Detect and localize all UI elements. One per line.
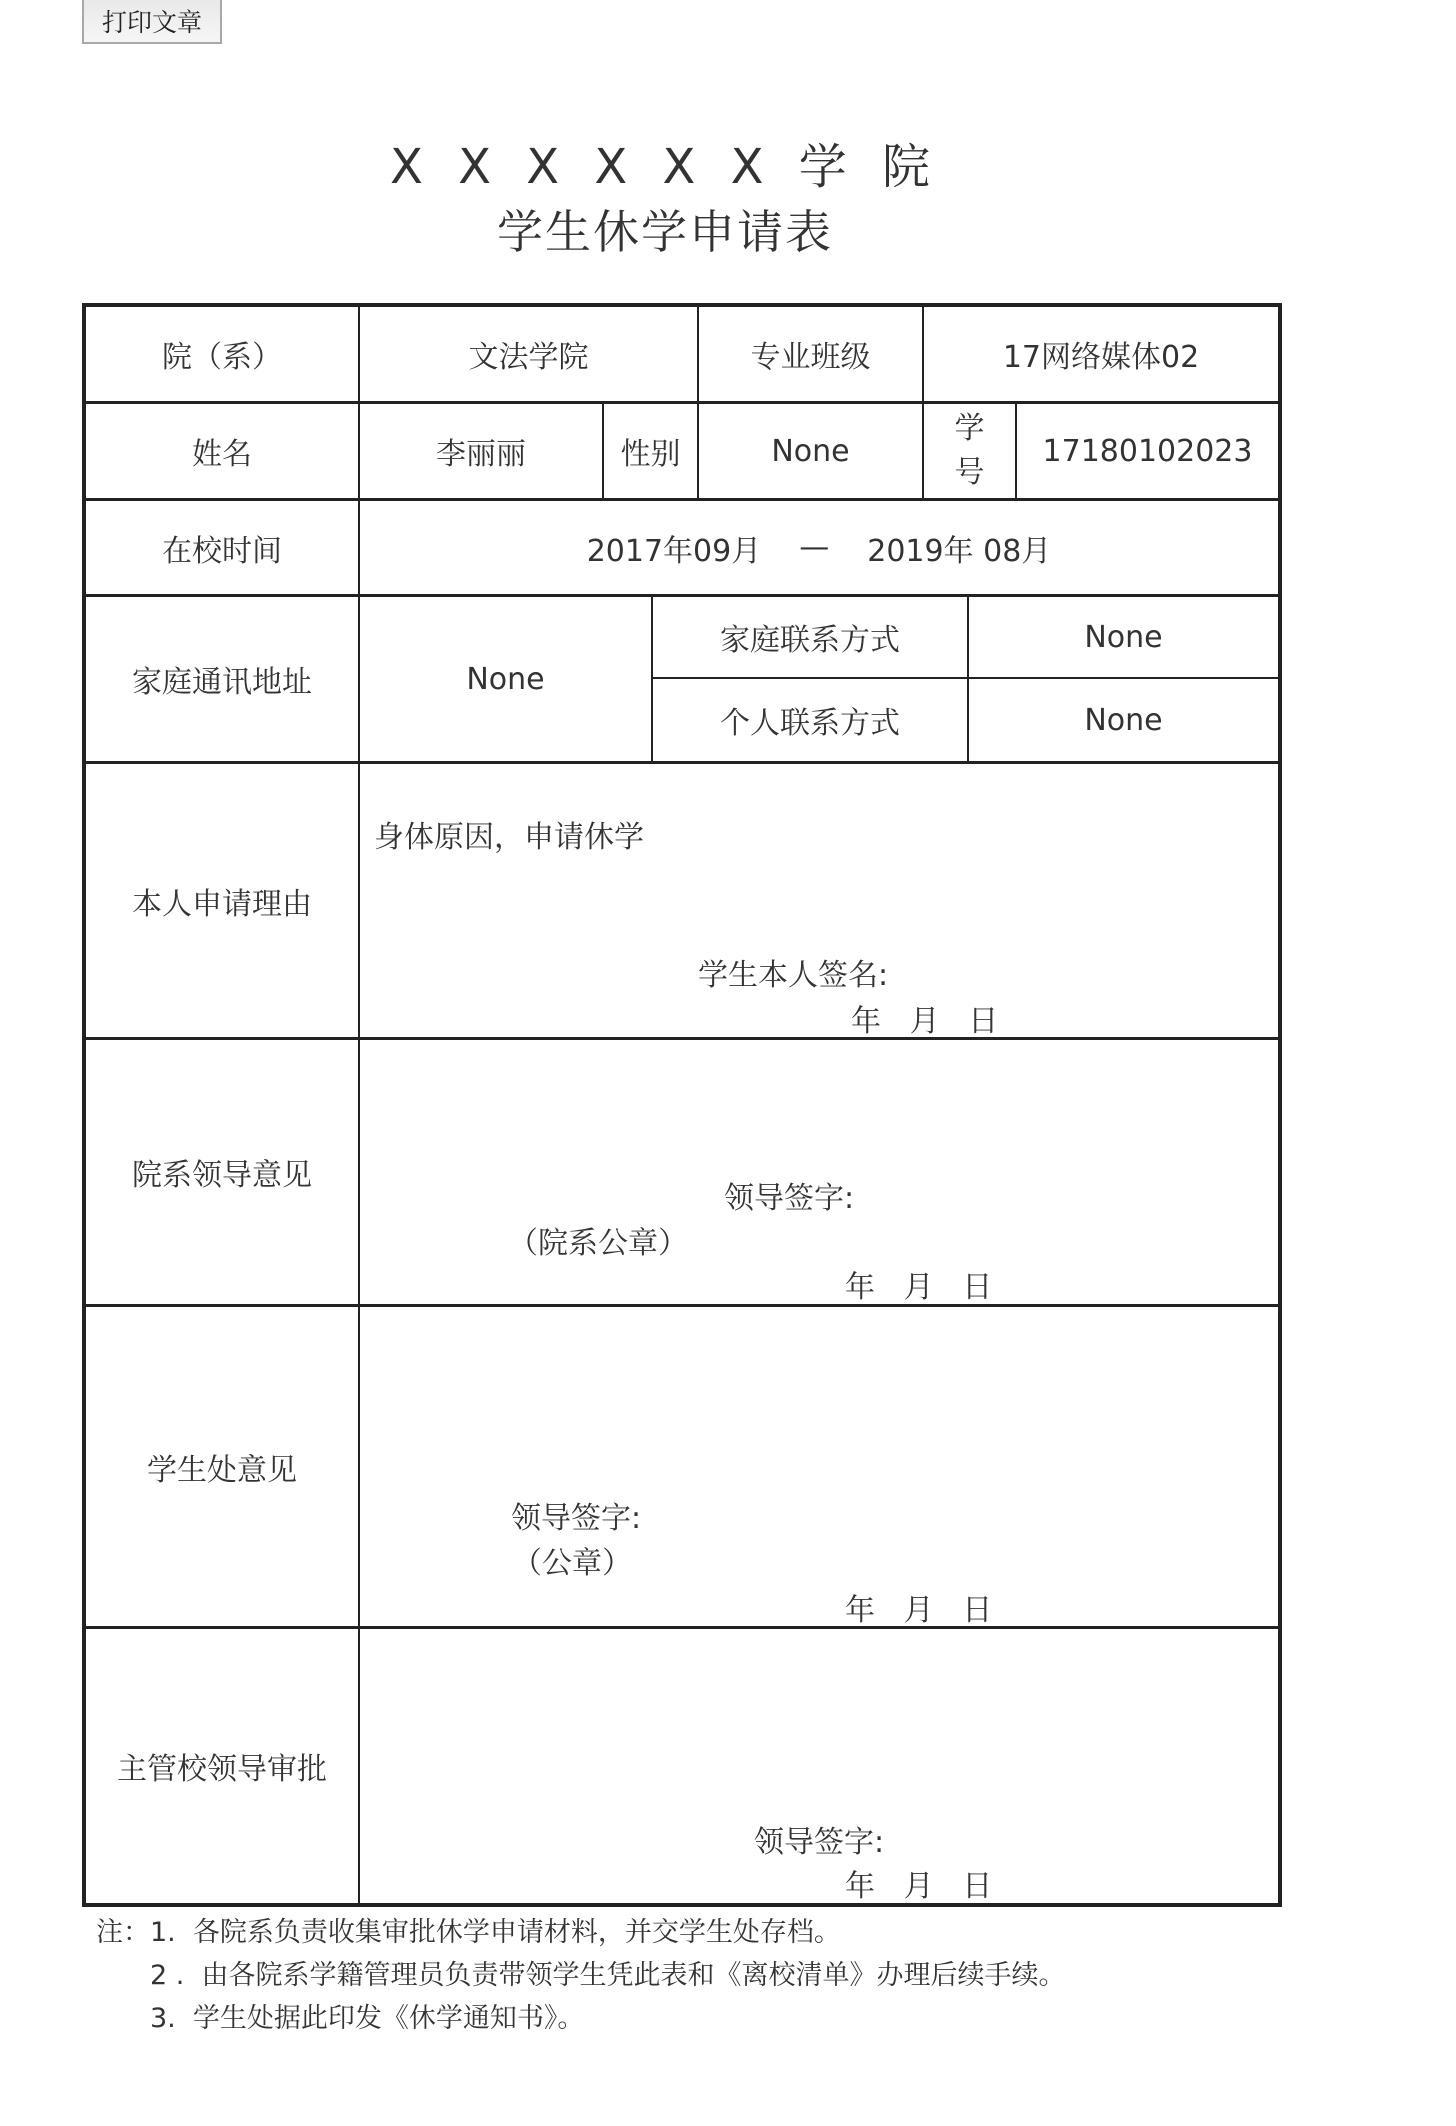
- office-opinion-label: 学生处意见: [147, 1452, 297, 1488]
- office-sign-date: 年 月 日: [845, 1593, 993, 1628]
- student-sign-date: 年 月 日: [851, 1004, 999, 1039]
- personal-contact-value: None: [1084, 702, 1163, 738]
- period-end: 2019年 08月: [867, 533, 1052, 569]
- principal-approval-label: 主管校领导审批: [117, 1752, 327, 1787]
- reason-label: 本人申请理由: [132, 886, 312, 922]
- class-label: 专业班级: [750, 340, 871, 375]
- student-id-value: 17180102023: [1042, 433, 1253, 469]
- period-label: 在校时间: [162, 533, 282, 569]
- dept-seal-label: （院系公章）: [508, 1226, 688, 1261]
- dept-leader-signature-label: 领导签字:: [724, 1181, 855, 1216]
- personal-contact-label: 个人联系方式: [720, 706, 900, 741]
- dept-value: 文法学院: [468, 340, 589, 375]
- table-border-right: [1278, 303, 1282, 1907]
- office-leader-signature-label: 领导签字:: [511, 1501, 642, 1536]
- form-title: 学生休学申请表: [497, 205, 833, 259]
- dept-label: 院（系）: [162, 340, 282, 375]
- home-contact-value: None: [1084, 619, 1163, 655]
- principal-sign-date: 年 月 日: [845, 1869, 993, 1904]
- student-signature-label: 学生本人签名:: [698, 958, 889, 993]
- gender-value: None: [771, 433, 850, 469]
- dept-opinion-label: 院系领导意见: [132, 1158, 312, 1193]
- address-label: 家庭通讯地址: [132, 665, 312, 700]
- principal-leader-signature-label: 领导签字:: [754, 1825, 885, 1860]
- class-value: 17网络媒体02: [1002, 340, 1200, 375]
- student-id-label-line2: 号: [954, 455, 985, 490]
- name-label: 姓名: [192, 437, 252, 472]
- dept-sign-date: 年 月 日: [845, 1270, 993, 1305]
- office-seal-label: （公章）: [512, 1546, 632, 1581]
- table-border-bottom: [82, 1903, 1282, 1907]
- name-value: 李丽丽: [436, 437, 526, 472]
- period-value: [360, 501, 1278, 594]
- school-name: X X X X X X 学 院: [389, 139, 941, 195]
- reason-value: 身体原因，申请休学: [374, 820, 644, 855]
- note-1: 注：1. 各院系负责收集审批休学申请材料，并交学生处存档。: [96, 1917, 841, 1948]
- period-start: 2017年09月: [586, 533, 762, 569]
- student-id-label-line1: 学: [954, 411, 985, 446]
- note-3: 3. 学生处据此印发《休学通知书》。: [150, 2003, 585, 2034]
- student-id-label: [924, 404, 1015, 498]
- home-contact-label: 家庭联系方式: [720, 623, 900, 658]
- print-article-button[interactable]: 打印文章: [82, 0, 222, 44]
- period-separator: —: [799, 530, 830, 565]
- gender-label: 性别: [620, 437, 681, 472]
- address-value: None: [466, 661, 545, 697]
- note-2: 2 . 由各院系学籍管理员负责带领学生凭此表和《离校清单》办理后续手续。: [150, 1960, 1066, 1991]
